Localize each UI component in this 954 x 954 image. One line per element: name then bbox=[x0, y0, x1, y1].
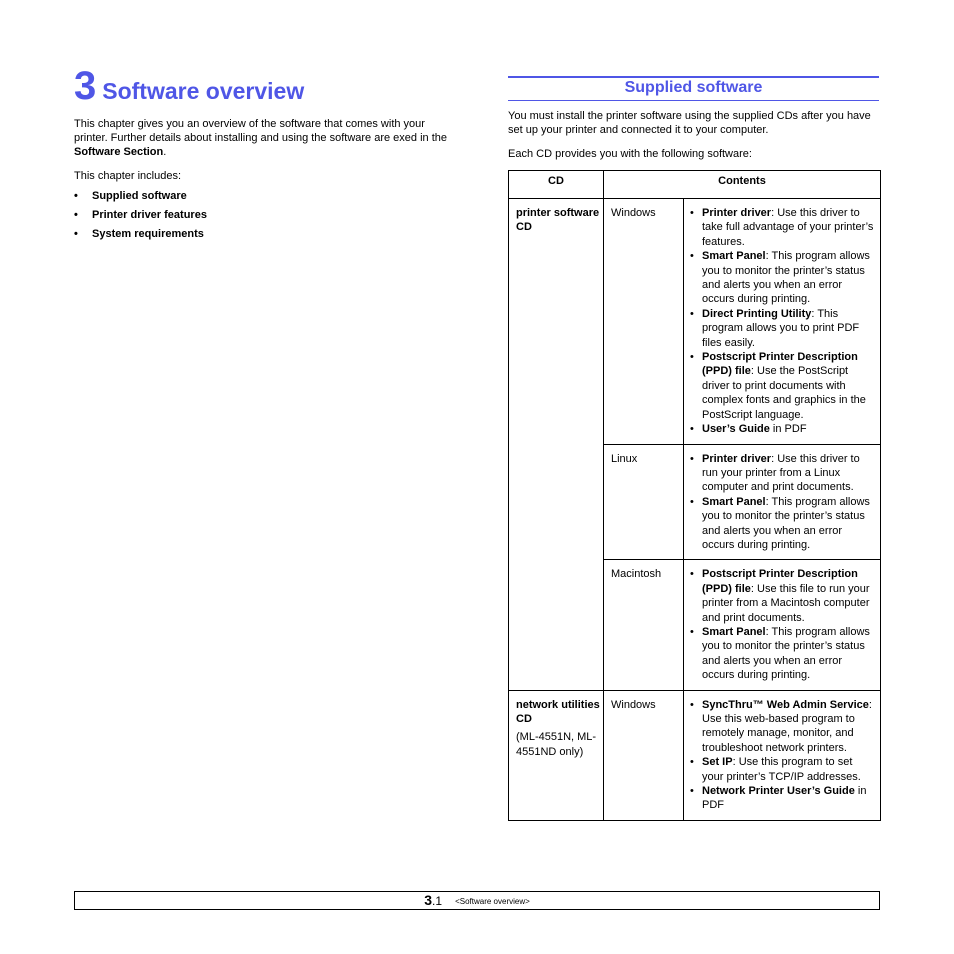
contents-cell bbox=[684, 199, 881, 445]
os-cell: Linux bbox=[604, 444, 684, 560]
software-item-name: Postscript Printer Description (PPD) file bbox=[702, 351, 858, 378]
chapter-title bbox=[74, 64, 304, 109]
software-item bbox=[690, 452, 874, 495]
includes-item: • Supplied software bbox=[74, 189, 449, 203]
software-item-name: User’s Guide bbox=[702, 423, 770, 436]
software-item-desc: : This program allows you to monitor the printer’s status and alerts you when an error occurs during printing. bbox=[702, 250, 870, 306]
intro-text: This chapter gives you an overview of the software that comes with your printer. Further details about installing and using the software are exed in the bbox=[74, 118, 448, 144]
intro-bold-text: Software Section bbox=[74, 146, 164, 158]
table-row bbox=[509, 690, 881, 820]
intro-text-end: . bbox=[163, 146, 167, 158]
software-item bbox=[690, 206, 874, 249]
software-item-name: Printer driver bbox=[702, 207, 772, 219]
chapter-includes-list bbox=[74, 189, 449, 241]
software-item bbox=[690, 698, 874, 756]
software-list bbox=[690, 698, 874, 813]
contents-cell bbox=[684, 560, 881, 690]
page-footer bbox=[74, 891, 880, 910]
cd-cell bbox=[509, 690, 604, 820]
section-paragraph-2: Each CD provides you with the following software: bbox=[508, 148, 752, 160]
software-item-desc: : Use the PostScript driver to print documents with complex fonts and graphics in the PostScript language. bbox=[702, 365, 866, 421]
os-cell: Windows bbox=[604, 199, 684, 445]
software-item bbox=[690, 784, 874, 813]
section-paragraph-1: You must install the printer software using the supplied CDs after you have set up your printer and connected it to your computer. bbox=[508, 110, 871, 136]
software-list bbox=[690, 567, 874, 682]
software-item-desc: : This program allows you to print PDF files easily. bbox=[702, 307, 860, 349]
software-item-desc: : Use this driver to run your printer from a Linux computer and print documents. bbox=[702, 452, 860, 494]
includes-item: • System requirements bbox=[74, 227, 449, 241]
header-contents: Contents bbox=[604, 171, 881, 199]
section-body bbox=[508, 109, 880, 161]
software-item-name: Smart Panel bbox=[702, 250, 766, 263]
software-item bbox=[690, 350, 874, 422]
software-item-name: Direct Printing Utility bbox=[702, 307, 812, 320]
software-item-name: Smart Panel bbox=[702, 625, 766, 638]
section-heading: Supplied software bbox=[508, 76, 879, 101]
software-item-name: Network Printer User’s Guide bbox=[702, 785, 855, 798]
software-item-desc: : Use this file to run your printer from a Macintosh computer and print documents. bbox=[702, 582, 870, 624]
table-row bbox=[509, 199, 881, 445]
software-item bbox=[690, 307, 874, 350]
software-item bbox=[690, 422, 874, 436]
contents-cell bbox=[684, 444, 881, 560]
software-item-name: Postscript Printer Description (PPD) file bbox=[702, 568, 858, 595]
table-header-row bbox=[509, 171, 881, 199]
os-cell: Windows bbox=[604, 690, 684, 820]
os-cell: Macintosh bbox=[604, 560, 684, 690]
software-item-name: Smart Panel bbox=[702, 495, 766, 508]
page-number: 3 bbox=[424, 892, 432, 908]
cd-name: network utilities CD bbox=[516, 698, 600, 725]
contents-cell bbox=[684, 690, 881, 820]
software-list bbox=[690, 206, 874, 437]
software-item-desc: : This program allows you to monitor the printer’s status and alerts you when an error occurs during printing. bbox=[702, 495, 870, 551]
software-item-desc: : Use this web-based program to remotely manage, monitor, and troubleshoot network printers. bbox=[702, 698, 872, 754]
cd-name: printer software CD bbox=[516, 207, 600, 234]
chapter-title-text: Software overview bbox=[102, 78, 305, 104]
software-item-desc: : Use this driver to take full advantage of your printer’s features. bbox=[702, 207, 874, 248]
software-table bbox=[508, 170, 881, 821]
software-item-desc: in PDF bbox=[702, 785, 867, 812]
software-item-name: Set IP bbox=[702, 756, 733, 769]
intro-paragraph bbox=[74, 117, 449, 159]
page-number-sub: .1 bbox=[432, 894, 443, 908]
chapter-number: 3 bbox=[74, 64, 97, 108]
software-item-desc: : Use this program to set your printer’s TCP/IP addresses. bbox=[702, 756, 861, 783]
cd-note: (ML-4551N, ML-4551ND only) bbox=[516, 731, 597, 758]
header-cd: CD bbox=[509, 171, 604, 199]
software-item-name: Printer driver bbox=[702, 452, 772, 465]
software-list bbox=[690, 452, 874, 553]
software-item-desc: in PDF bbox=[769, 423, 807, 436]
footer-label: <Software overview> bbox=[455, 897, 530, 906]
software-item bbox=[690, 755, 874, 784]
cd-cell bbox=[509, 199, 604, 691]
software-item-name: SyncThru™ Web Admin Service bbox=[702, 698, 869, 711]
chapter-intro bbox=[74, 117, 449, 246]
software-item bbox=[690, 495, 874, 553]
software-item bbox=[690, 249, 874, 307]
includes-item: • Printer driver features bbox=[74, 208, 449, 222]
software-item bbox=[690, 625, 874, 683]
software-item bbox=[690, 567, 874, 625]
software-item-desc: : This program allows you to monitor the printer’s status and alerts you when an error occurs during printing. bbox=[702, 625, 870, 682]
includes-label: This chapter includes: bbox=[74, 170, 181, 182]
